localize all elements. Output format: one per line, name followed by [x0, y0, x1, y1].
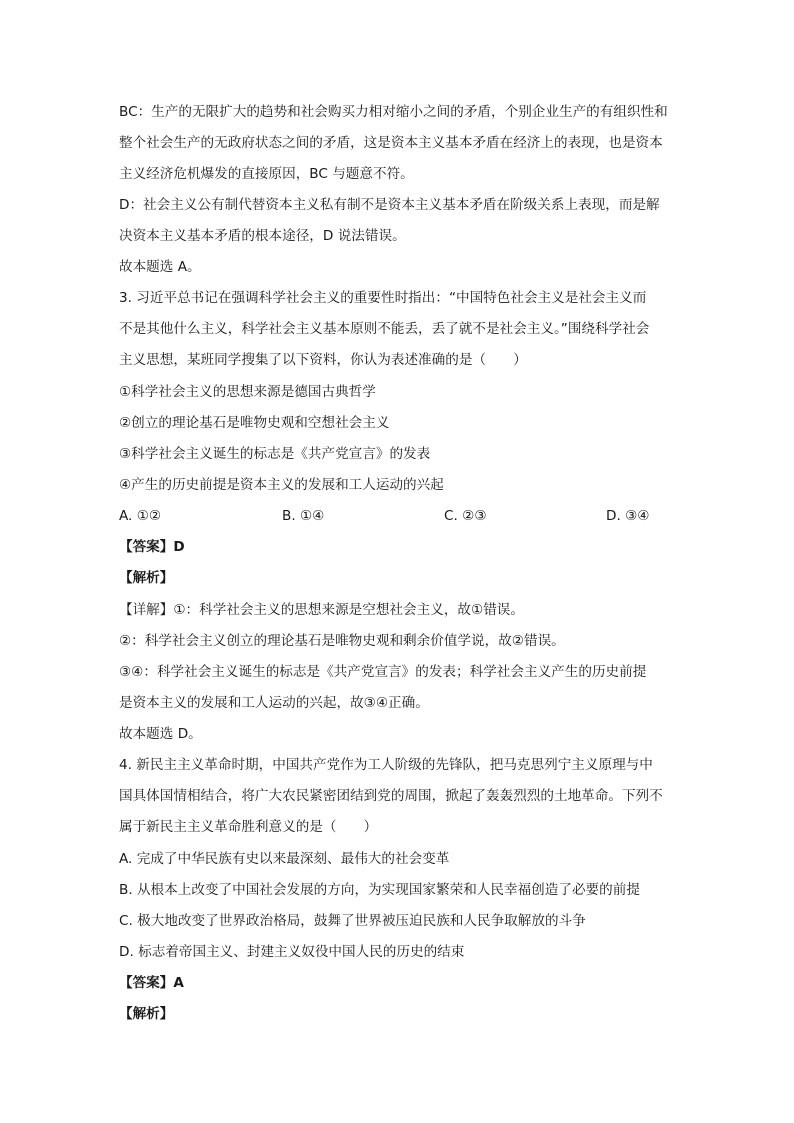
bc-analysis-line-3: 主义经济危机爆发的直接原因，BC 与题意不符。 — [119, 166, 414, 182]
q4-stem-line-1: 4. 新民主主义革命时期，中国共产党作为工人阶级的先锋队，把马克思列宁主义原理与中 — [119, 757, 653, 773]
q3-option-d: D. ③④ — [606, 508, 650, 524]
q3-item-1: ①科学社会主义的思想来源是德国古典哲学 — [119, 384, 376, 400]
q3-item-4: ④产生的历史前提是资本主义的发展和工人运动的兴起 — [119, 477, 444, 493]
q4-analysis-label: 【解析】 — [119, 1006, 174, 1022]
q3-stem-line-2: 不是其他什么主义，科学社会主义基本原则不能丢，丢了就不是社会主义。”围绕科学社会 — [119, 321, 650, 337]
q4-option-c: C. 极大地改变了世界政治格局，鼓舞了世界被压迫民族和人民争取解放的斗争 — [119, 913, 586, 929]
q3-detail-line-3: ③④：科学社会主义诞生的标志是《共产党宣言》的发表；科学社会主义产生的历史前提 — [119, 664, 647, 680]
q4-option-d: D. 标志着帝国主义、封建主义奴役中国人民的历史的结束 — [119, 944, 465, 960]
q4-stem-line-3: 属于新民主主义革命胜利意义的是（ ） — [119, 819, 378, 835]
q3-item-3: ③科学社会主义诞生的标志是《共产党宣言》的发表 — [119, 446, 431, 462]
q2-conclusion: 故本题选 A。 — [119, 259, 201, 275]
q3-option-b: B. ①④ — [282, 508, 325, 524]
d-analysis-line-1: D：社会主义公有制代替资本主义私有制不是资本主义基本矛盾在阶级关系上表现，而是解 — [119, 197, 660, 213]
q3-answer: 【答案】D — [119, 539, 185, 555]
bc-analysis-line-2: 整个社会生产的无政府状态之间的矛盾，这是资本主义基本矛盾在经济上的表现，也是资本 — [119, 135, 663, 151]
q3-option-a: A. ①② — [119, 508, 162, 524]
q4-answer: 【答案】A — [119, 975, 184, 991]
q3-item-2: ②创立的理论基石是唯物史观和空想社会主义 — [119, 415, 390, 431]
bc-analysis-line-1: BC：生产的无限扩大的趋势和社会购买力相对缩小之间的矛盾，个别企业生产的有组织性和 — [119, 104, 668, 120]
q4-option-b: B. 从根本上改变了中国社会发展的方向，为实现国家繁荣和人民幸福创造了必要的前提 — [119, 882, 640, 898]
q3-detail-line-1: 【详解】①：科学社会主义的思想来源是空想社会主义，故①错误。 — [119, 602, 524, 618]
q3-detail-line-2: ②：科学社会主义创立的理论基石是唯物史观和剩余价值学说，故②错误。 — [119, 633, 565, 649]
q4-stem-line-2: 国具体国情相结合，将广大农民紧密团结到党的周围，掀起了轰轰烈烈的土地革命。下列不 — [119, 788, 663, 804]
q3-option-c: C. ②③ — [444, 508, 487, 524]
q4-option-a: A. 完成了中华民族有史以来最深刻、最伟大的社会变革 — [119, 851, 450, 867]
q3-stem-line-1: 3. 习近平总书记在强调科学社会主义的重要性时指出：“中国特色社会主义是社会主义而 — [119, 290, 647, 306]
q3-conclusion: 故本题选 D。 — [119, 726, 202, 742]
q3-stem-line-3: 主义思想，某班同学搜集了以下资料，你认为表述准确的是（ ） — [119, 352, 527, 368]
d-analysis-line-2: 决资本主义基本矛盾的根本途径，D 说法错误。 — [119, 228, 406, 244]
q3-analysis-label: 【解析】 — [119, 570, 174, 586]
q3-detail-line-4: 是资本主义的发展和工人运动的兴起，故③④正确。 — [119, 695, 429, 711]
